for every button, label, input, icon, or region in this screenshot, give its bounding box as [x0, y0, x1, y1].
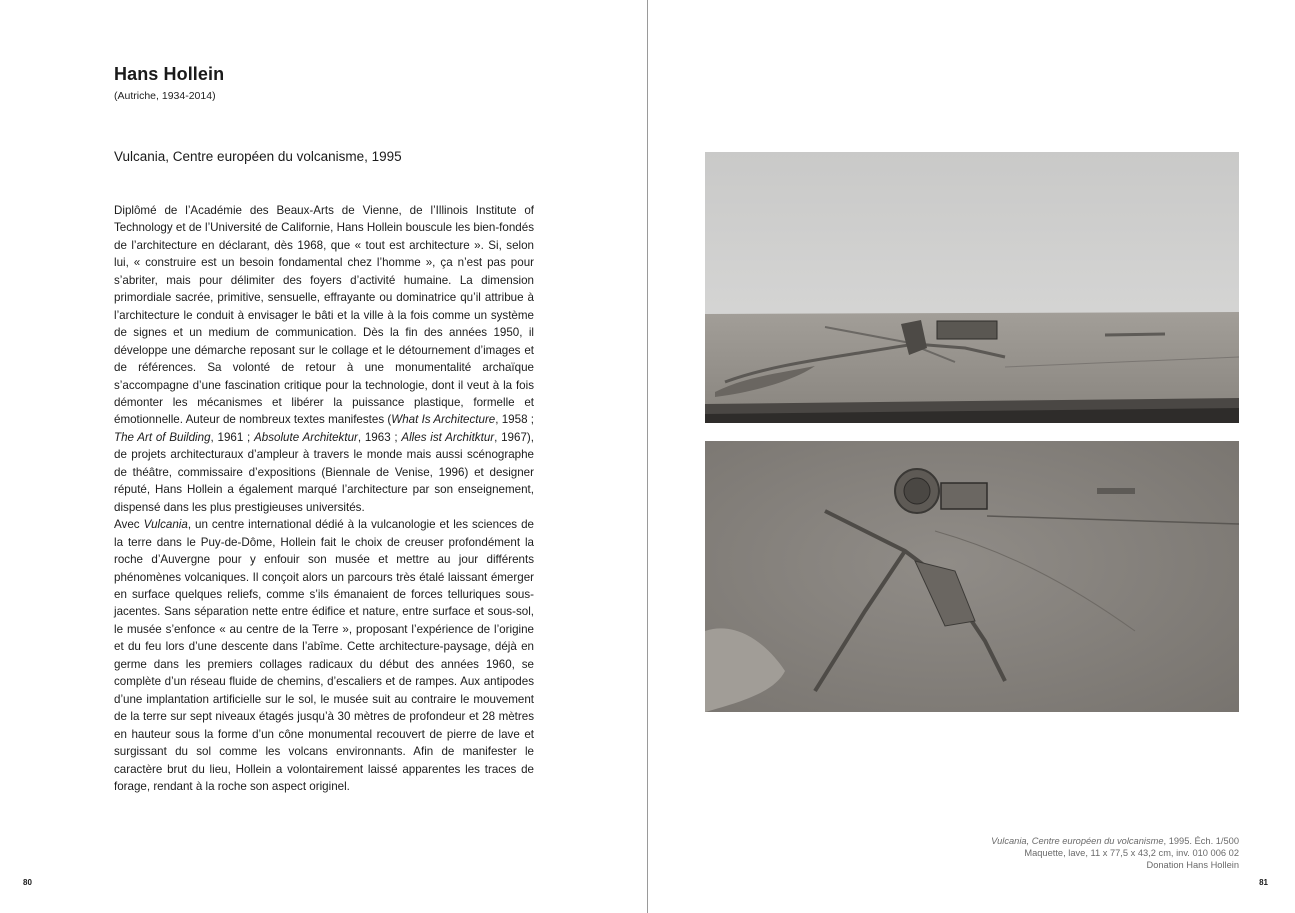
caption-line-1: Vulcania, Centre européen du volcanisme, 1995. Éch. 1/500: [991, 836, 1239, 846]
author-name: Hans Hollein: [114, 64, 225, 84]
page-number-left: 80: [23, 878, 32, 887]
image-caption: [991, 835, 1239, 871]
work-title: Vulcania, Centre européen du volcanisme, 1995: [114, 149, 402, 164]
model-photo-side-view: [705, 152, 1239, 423]
model-photo-top-view: [705, 441, 1239, 712]
paragraph-2: Avec Vulcania, un centre international dédié à la vulcanologie et les sciences de la terre dans le Puy-de-Dôme, Hollein fait le choix de creuser profondément la roche d’Auvergne pour y enfouir son musée et mettre au jour différents phénomènes volcaniques. Il conçoit alors un parcours très étalé laissant émerger en surface quelques reliefs, comme s’ils émanaient de forces telluriques sous-jacentes. Sans séparation nette entre édifice et nature, entre surface et sous-sol, le musée s’enfonce « au centre de la Terre », proposant l’expérience de l’origine et du feu lors d’une descente dans l’abîme. Cette architecture-paysage, déjà en germe dans les premiers collages radicaux du début des années 1960, se complète d’un réseau fluide de chemins, d’escaliers et de rampes. Aux antipodes d’une implantation artificielle sur le sol, le musée suit au contraire le mouvement de la terre sur sept niveaux étagés jusqu’à 30 mètres de profondeur et 28 mètres en hauteur sous la forme d’un cône monumental recouvert de pierre de lave et surgissant du sol comme les volcans environnants. Afin de manifester le caractère brut du lieu, Hollein a volontairement laissé apparentes les traces de forage, rendant à la roche son aspect originel.: [114, 518, 534, 793]
right-page: [648, 0, 1295, 913]
body-text: [114, 202, 534, 795]
page-number-right: 81: [1259, 878, 1268, 887]
paragraph-1: Diplômé de l’Académie des Beaux-Arts de Vienne, de l’Illinois Institute of Technology et de l’Université de Californie, Hans Hollein bouscule les bien-fondés de l’architecture en déclarant, dès 1968, que « tout est architecture ». Si, selon lui, « construire est un besoin fondamental chez l’homme », ça n’est pas pour s’abriter, mais pour délimiter des foyers d’activité humaine. La dimension primordiale sacrée, primitive, sensuelle, effrayante ou dominatrice qu’il attribue à l’architecture le conduit à envisager le bâti et la ville à la fois comme un système de signes et un medium de communication. Dès la fin des années 1950, il développe une démarche reposant sur le collage et le détournement d’images et de références. Sa volonté de retour à une monumentalité archaïque s’accompagne d’une fascination critique pour la technologie, dont il veut à la fois démonter les mécanismes et libérer la puissance plastique, formelle et émotionnelle. Auteur de nombreux textes manifestes (What Is Architecture, 1958 ; The Art of Building, 1961 ; Absolute Architektur, 1963 ; Alles ist Architktur, 1967), de projets architecturaux d’ampleur à travers le monde mais aussi scénographe de théâtre, commissaire d’expositions (Biennale de Venise, 1996) et designer réputé, Hans Hollein a également marqué l’architecture par son enseignement, dispensé dans les plus prestigieuses universités.: [114, 204, 534, 514]
left-page: [0, 0, 647, 913]
caption-line-2: Maquette, lave, 11 x 77,5 x 43,2 cm, inv. 010 006 02: [1024, 848, 1239, 858]
caption-line-3: Donation Hans Hollein: [1146, 860, 1239, 870]
author-dates: (Autriche, 1934-2014): [114, 90, 216, 102]
